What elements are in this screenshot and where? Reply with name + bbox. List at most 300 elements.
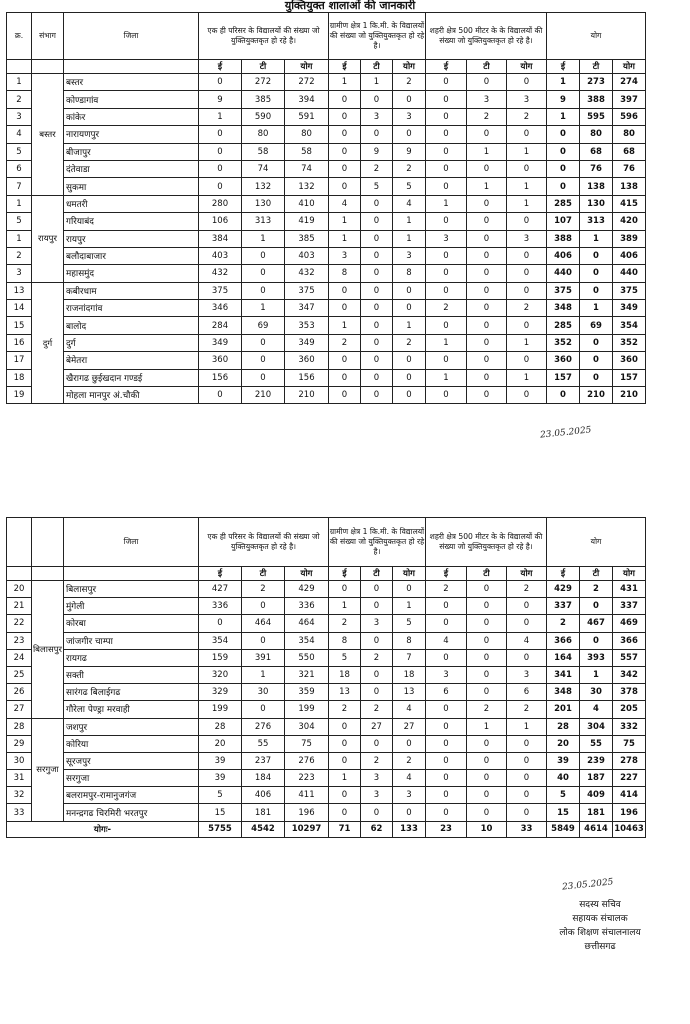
value-cell: 0 (467, 770, 507, 787)
value-cell: 0 (426, 598, 467, 615)
value-cell: 15 (199, 804, 242, 821)
value-cell: 385 (285, 230, 329, 247)
value-cell: 6 (426, 684, 467, 701)
value-cell: 0 (242, 352, 285, 369)
district-name-cell: मोहला मानपुर अं.चौकी (64, 387, 199, 404)
value-cell: 342 (613, 666, 646, 683)
value-cell: 3 (361, 770, 393, 787)
value-cell: 0 (426, 143, 467, 160)
value-cell: 4 (393, 770, 426, 787)
e-header: ई (329, 567, 361, 581)
value-cell: 20 (547, 735, 580, 752)
value-cell: 2 (426, 300, 467, 317)
district-name-cell: सरगुजा (64, 770, 199, 787)
value-cell: 0 (199, 615, 242, 632)
value-cell: 58 (242, 143, 285, 160)
table-row (7, 598, 646, 615)
table-row (7, 317, 646, 334)
serial-number-cell: 25 (7, 666, 32, 683)
e-header: ई (426, 60, 467, 74)
value-cell: 394 (285, 91, 329, 108)
value-cell: 1 (329, 598, 361, 615)
total-value-cell: 4542 (242, 821, 285, 837)
district-name-cell: गौरेला पेण्ड्रा मरवाही (64, 701, 199, 718)
value-cell: 8 (329, 265, 361, 282)
sum-header: योग (507, 567, 547, 581)
value-cell: 199 (285, 701, 329, 718)
value-cell: 0 (467, 160, 507, 177)
same-campus-header: एक ही परिसर के विद्यालयों की संख्या जो युक्तियुक्तकृत हो रहे है। (199, 518, 329, 567)
value-cell: 0 (361, 387, 393, 404)
value-cell: 354 (285, 632, 329, 649)
serial-number-cell: 18 (7, 369, 32, 386)
serial-number-cell: 3 (7, 265, 32, 282)
value-cell: 1 (393, 213, 426, 230)
total-value-cell: 5755 (199, 821, 242, 837)
sum-header: योग (393, 60, 426, 74)
value-cell: 0 (507, 213, 547, 230)
value-cell: 4 (393, 195, 426, 212)
value-cell: 0 (426, 282, 467, 299)
value-cell: 0 (507, 387, 547, 404)
value-cell: 393 (580, 649, 613, 666)
value-cell: 2 (361, 701, 393, 718)
value-cell: 415 (613, 195, 646, 212)
table-row (7, 108, 646, 125)
value-cell: 1 (507, 195, 547, 212)
value-cell: 347 (285, 300, 329, 317)
value-cell: 348 (547, 300, 580, 317)
value-cell: 349 (199, 334, 242, 351)
value-cell: 28 (199, 718, 242, 735)
value-cell: 30 (242, 684, 285, 701)
value-cell: 0 (426, 178, 467, 195)
value-cell: 346 (199, 300, 242, 317)
value-cell: 431 (613, 581, 646, 598)
value-cell: 285 (547, 317, 580, 334)
total-value-cell: 10297 (285, 821, 329, 837)
value-cell: 74 (285, 160, 329, 177)
value-cell: 352 (547, 334, 580, 351)
value-cell: 550 (285, 649, 329, 666)
value-cell: 1 (242, 300, 285, 317)
value-cell: 336 (199, 598, 242, 615)
value-cell: 80 (580, 126, 613, 143)
value-cell: 276 (242, 718, 285, 735)
t-header: टी (467, 60, 507, 74)
value-cell: 1 (329, 230, 361, 247)
value-cell: 0 (426, 91, 467, 108)
value-cell: 2 (580, 581, 613, 598)
value-cell: 184 (242, 770, 285, 787)
total-header: योग (547, 13, 646, 60)
table-row (7, 632, 646, 649)
value-cell: 360 (547, 352, 580, 369)
value-cell: 313 (242, 213, 285, 230)
value-cell: 375 (199, 282, 242, 299)
value-cell: 138 (580, 178, 613, 195)
district-name-cell: नारायणपुर (64, 126, 199, 143)
district-name-cell: रायगढ (64, 649, 199, 666)
table-row (7, 160, 646, 177)
value-cell: 595 (580, 108, 613, 125)
value-cell: 196 (613, 804, 646, 821)
value-cell: 3 (507, 91, 547, 108)
table-row (7, 178, 646, 195)
value-cell: 0 (507, 282, 547, 299)
value-cell: 0 (467, 735, 507, 752)
value-cell: 0 (467, 317, 507, 334)
t-header: टी (580, 567, 613, 581)
serial-number-cell: 23 (7, 632, 32, 649)
value-cell: 0 (329, 126, 361, 143)
value-cell: 39 (547, 752, 580, 769)
value-cell: 2 (547, 615, 580, 632)
value-cell: 273 (580, 74, 613, 91)
value-cell: 403 (199, 247, 242, 264)
value-cell: 284 (199, 317, 242, 334)
value-cell: 1 (580, 666, 613, 683)
value-cell: 0 (393, 369, 426, 386)
value-cell: 2 (426, 581, 467, 598)
value-cell: 0 (361, 317, 393, 334)
value-cell: 375 (547, 282, 580, 299)
value-cell: 0 (426, 160, 467, 177)
value-cell: 157 (613, 369, 646, 386)
signatory-designation: सहायक संचालक (572, 914, 628, 924)
value-cell: 7 (393, 649, 426, 666)
value-cell: 0 (329, 752, 361, 769)
serial-number-cell: 13 (7, 282, 32, 299)
value-cell: 0 (580, 265, 613, 282)
value-cell: 406 (242, 787, 285, 804)
sum-header: योग (285, 567, 329, 581)
value-cell: 68 (613, 143, 646, 160)
value-cell: 0 (361, 735, 393, 752)
value-cell: 0 (467, 615, 507, 632)
t-header: टी (242, 567, 285, 581)
signatory-block (520, 898, 680, 954)
table-row (7, 369, 646, 386)
value-cell: 0 (507, 649, 547, 666)
value-cell: 0 (361, 247, 393, 264)
value-cell: 348 (547, 684, 580, 701)
value-cell: 2 (507, 108, 547, 125)
value-cell: 419 (285, 213, 329, 230)
table-row (7, 143, 646, 160)
value-cell: 406 (547, 247, 580, 264)
value-cell: 0 (507, 74, 547, 91)
district-name-cell: बेमेतरा (64, 352, 199, 369)
serial-number-cell: 29 (7, 735, 32, 752)
value-cell: 75 (285, 735, 329, 752)
serial-number-cell: 14 (7, 300, 32, 317)
serial-number-cell: 22 (7, 615, 32, 632)
value-cell: 9 (361, 143, 393, 160)
same-campus-header: एक ही परिसर के विद्यालयों की संख्या जो युक्तियुक्तकृत हो रहे है। (199, 13, 329, 60)
value-cell: 239 (580, 752, 613, 769)
value-cell: 3 (426, 230, 467, 247)
value-cell: 0 (580, 369, 613, 386)
value-cell: 1 (507, 369, 547, 386)
serial-number-cell: 2 (7, 247, 32, 264)
value-cell: 285 (547, 195, 580, 212)
e-header: ई (329, 60, 361, 74)
value-cell: 2 (507, 300, 547, 317)
value-cell: 0 (393, 387, 426, 404)
value-cell: 0 (393, 300, 426, 317)
value-cell: 313 (580, 213, 613, 230)
value-cell: 69 (242, 317, 285, 334)
value-cell: 1 (467, 178, 507, 195)
district-name-cell: राजनांदगांव (64, 300, 199, 317)
value-cell: 0 (467, 282, 507, 299)
value-cell: 0 (426, 804, 467, 821)
value-cell: 0 (242, 282, 285, 299)
table-row (7, 701, 646, 718)
district-name-cell: बलरामपुर-रामानुजगंज (64, 787, 199, 804)
signatory-title: सदस्य सचिव (579, 900, 621, 910)
value-cell: 0 (242, 247, 285, 264)
value-cell: 0 (361, 684, 393, 701)
value-cell: 1 (329, 213, 361, 230)
value-cell: 0 (199, 74, 242, 91)
value-cell: 69 (580, 317, 613, 334)
value-cell: 0 (507, 352, 547, 369)
value-cell: 3 (467, 91, 507, 108)
value-cell: 0 (426, 387, 467, 404)
district-name-cell: धमतरी (64, 195, 199, 212)
value-cell: 237 (242, 752, 285, 769)
rural-header: ग्रामीण क्षेत्र 1 कि.मी. के विद्यालयों की संख्या जो युक्तियुक्तकृत हो रहे है। (329, 13, 426, 60)
district-name-cell: कोरिया (64, 735, 199, 752)
serial-number-cell: 31 (7, 770, 32, 787)
value-cell: 0 (547, 160, 580, 177)
value-cell: 469 (613, 615, 646, 632)
sum-header: योग (613, 567, 646, 581)
value-cell: 388 (580, 91, 613, 108)
e-header: ई (426, 567, 467, 581)
district-header: जिला (64, 518, 199, 567)
value-cell: 349 (613, 300, 646, 317)
value-cell: 130 (580, 195, 613, 212)
value-cell: 0 (242, 598, 285, 615)
value-cell: 0 (467, 581, 507, 598)
e-header: ई (199, 60, 242, 74)
table-row (7, 334, 646, 351)
value-cell: 164 (547, 649, 580, 666)
value-cell: 410 (285, 195, 329, 212)
value-cell: 464 (285, 615, 329, 632)
value-cell: 406 (613, 247, 646, 264)
value-cell: 9 (547, 91, 580, 108)
value-cell: 1 (426, 369, 467, 386)
value-cell: 13 (393, 684, 426, 701)
value-cell: 1 (242, 666, 285, 683)
value-cell: 353 (285, 317, 329, 334)
serial-number-cell: 21 (7, 598, 32, 615)
value-cell: 0 (467, 804, 507, 821)
value-cell: 0 (507, 752, 547, 769)
value-cell: 596 (613, 108, 646, 125)
value-cell: 0 (361, 126, 393, 143)
table-row (7, 735, 646, 752)
table-row (7, 752, 646, 769)
serial-number-cell: 27 (7, 701, 32, 718)
serial-number-cell: 15 (7, 317, 32, 334)
value-cell: 0 (547, 126, 580, 143)
value-cell: 0 (361, 352, 393, 369)
value-cell: 223 (285, 770, 329, 787)
value-cell: 427 (199, 581, 242, 598)
value-cell: 2 (329, 334, 361, 351)
value-cell: 440 (547, 265, 580, 282)
t-header: टी (467, 567, 507, 581)
serial-number-cell: 32 (7, 787, 32, 804)
value-cell: 2 (393, 334, 426, 351)
signatory-state: छत्तीसगढ (584, 942, 616, 952)
value-cell: 272 (242, 74, 285, 91)
serial-number-cell: 3 (7, 108, 32, 125)
division-cell: रायपुर (32, 195, 64, 282)
t-header: टी (361, 567, 393, 581)
value-cell: 1 (547, 74, 580, 91)
value-cell: 0 (467, 684, 507, 701)
value-cell: 210 (242, 387, 285, 404)
page-title: युक्तियुक्त शालाओं की जानकारी (284, 0, 416, 12)
district-name-cell: सक्ती (64, 666, 199, 683)
total-value-cell: 10463 (613, 821, 646, 837)
value-cell: 0 (361, 598, 393, 615)
value-cell: 0 (329, 369, 361, 386)
value-cell: 130 (242, 195, 285, 212)
value-cell: 384 (199, 230, 242, 247)
value-cell: 0 (361, 334, 393, 351)
value-cell: 274 (613, 74, 646, 91)
value-cell: 375 (613, 282, 646, 299)
district-name-cell: कोण्डागांव (64, 91, 199, 108)
value-cell: 9 (393, 143, 426, 160)
value-cell: 68 (580, 143, 613, 160)
value-cell: 0 (426, 735, 467, 752)
value-cell: 0 (507, 317, 547, 334)
value-cell: 0 (361, 265, 393, 282)
e-header: ई (547, 60, 580, 74)
value-cell: 360 (613, 352, 646, 369)
t-header: टी (242, 60, 285, 74)
value-cell: 76 (613, 160, 646, 177)
value-cell: 389 (613, 230, 646, 247)
value-cell: 0 (580, 352, 613, 369)
value-cell: 0 (199, 126, 242, 143)
signatory-office: लोक शिक्षण संचालनालय (559, 928, 641, 938)
value-cell: 0 (242, 265, 285, 282)
value-cell: 8 (393, 632, 426, 649)
serial-number-cell: 1 (7, 195, 32, 212)
serial-number-cell: 2 (7, 91, 32, 108)
value-cell: 0 (329, 178, 361, 195)
value-cell: 0 (467, 752, 507, 769)
value-cell: 159 (199, 649, 242, 666)
value-cell: 2 (393, 74, 426, 91)
table-row (7, 265, 646, 282)
value-cell: 0 (467, 352, 507, 369)
value-cell: 27 (361, 718, 393, 735)
district-name-cell: कबीरधाम (64, 282, 199, 299)
serial-number-cell: 5 (7, 213, 32, 230)
value-cell: 0 (426, 615, 467, 632)
value-cell: 2 (361, 160, 393, 177)
serial-number-cell: 20 (7, 581, 32, 598)
value-cell: 199 (199, 701, 242, 718)
value-cell: 1 (547, 108, 580, 125)
value-cell: 0 (329, 718, 361, 735)
value-cell: 352 (613, 334, 646, 351)
e-header: ई (547, 567, 580, 581)
table-row (7, 770, 646, 787)
value-cell: 27 (393, 718, 426, 735)
value-cell: 0 (467, 632, 507, 649)
serial-number-cell: 19 (7, 387, 32, 404)
value-cell: 80 (613, 126, 646, 143)
district-name-cell: बालोद (64, 317, 199, 334)
serial-number-cell: 7 (7, 178, 32, 195)
value-cell: 557 (613, 649, 646, 666)
district-header: जिला (64, 13, 199, 60)
value-cell: 359 (285, 684, 329, 701)
value-cell: 403 (285, 247, 329, 264)
value-cell: 0 (329, 387, 361, 404)
value-cell: 58 (285, 143, 329, 160)
value-cell: 8 (329, 632, 361, 649)
value-cell: 1 (393, 230, 426, 247)
value-cell: 366 (547, 632, 580, 649)
value-cell: 0 (393, 282, 426, 299)
value-cell: 337 (613, 598, 646, 615)
value-cell: 0 (361, 213, 393, 230)
value-cell: 0 (426, 787, 467, 804)
value-cell: 276 (285, 752, 329, 769)
district-table-bottom (6, 517, 646, 838)
serial-number-cell: 28 (7, 718, 32, 735)
value-cell: 304 (285, 718, 329, 735)
value-cell: 354 (199, 632, 242, 649)
value-cell: 2 (242, 581, 285, 598)
value-cell: 181 (580, 804, 613, 821)
total-header: योग (547, 518, 646, 567)
table-row (7, 352, 646, 369)
value-cell: 30 (580, 684, 613, 701)
value-cell: 0 (361, 804, 393, 821)
value-cell: 354 (613, 317, 646, 334)
urban-header: शहरी क्षेत्र 500 मीटर के के विद्यालयों की संख्या जो युक्तियुक्तकृत हो रहे है। (426, 518, 547, 567)
value-cell: 414 (613, 787, 646, 804)
value-cell: 39 (199, 770, 242, 787)
value-cell: 0 (467, 387, 507, 404)
table-row (7, 126, 646, 143)
value-cell: 80 (285, 126, 329, 143)
value-cell: 366 (613, 632, 646, 649)
signature-top: 23.05.2025 (539, 425, 592, 441)
value-cell: 0 (507, 735, 547, 752)
value-cell: 429 (285, 581, 329, 598)
value-cell: 440 (613, 265, 646, 282)
t-header: टी (361, 60, 393, 74)
value-cell: 0 (393, 804, 426, 821)
value-cell: 0 (507, 247, 547, 264)
value-cell: 0 (580, 334, 613, 351)
value-cell: 0 (361, 282, 393, 299)
